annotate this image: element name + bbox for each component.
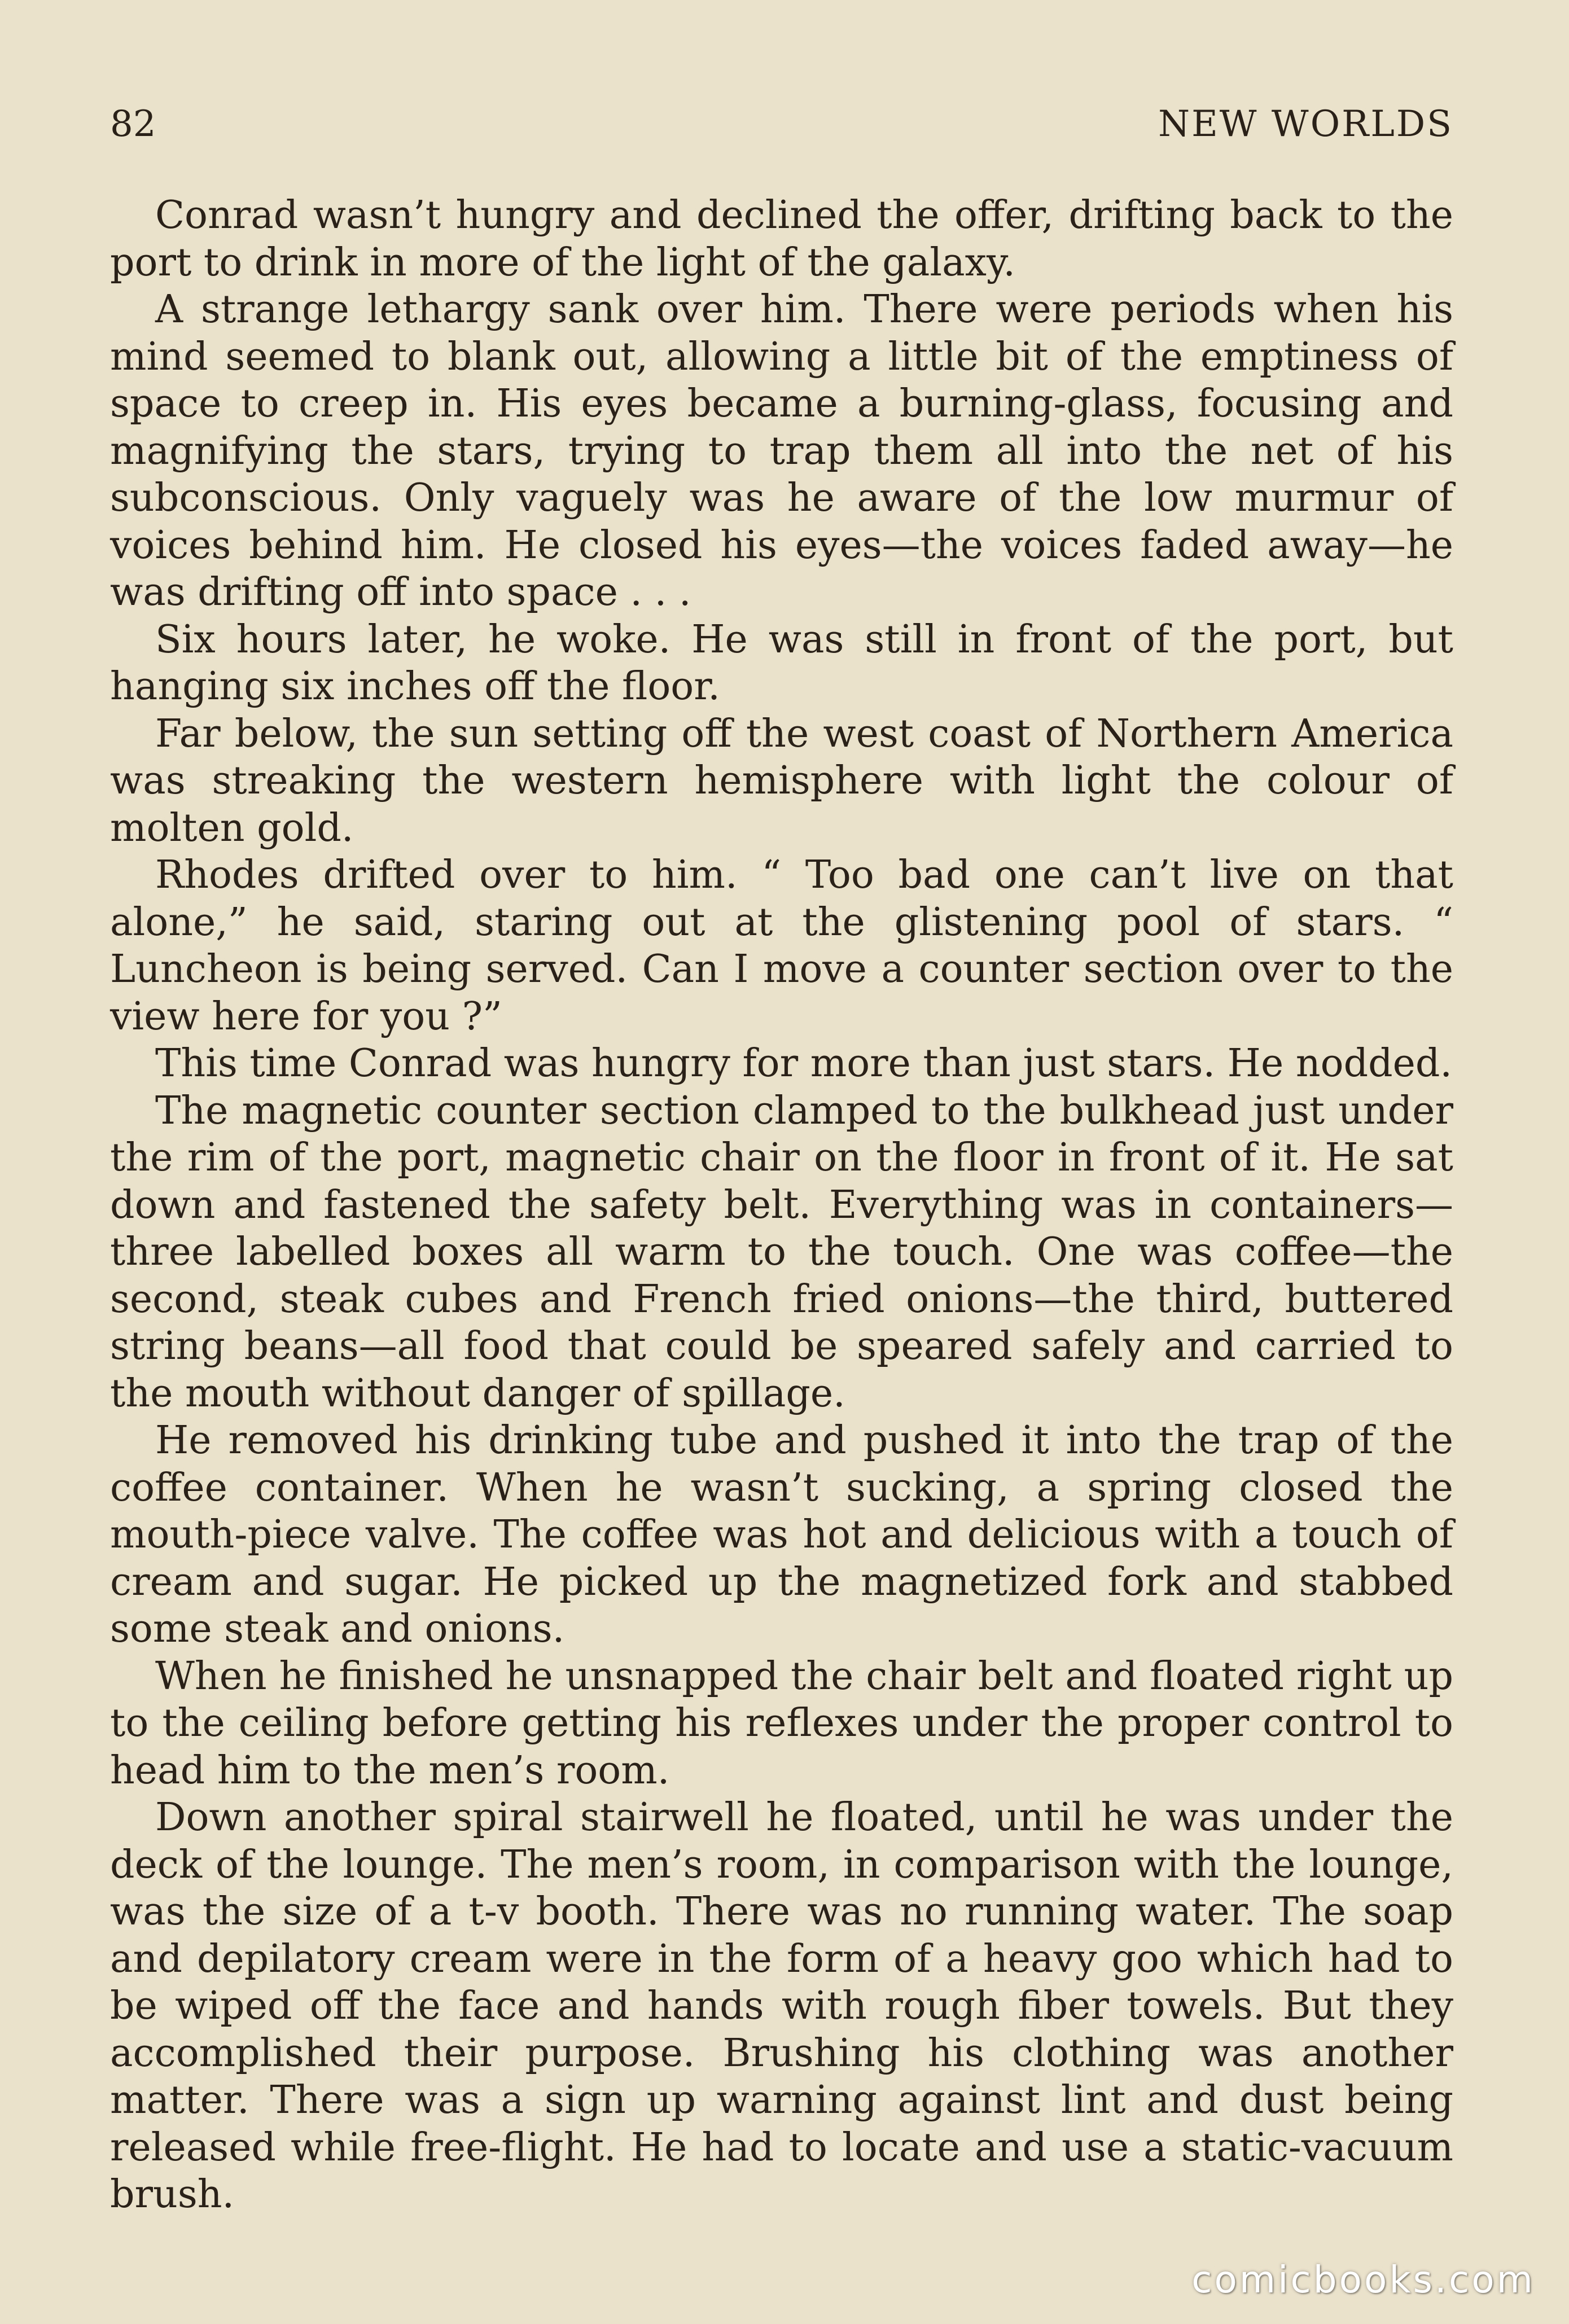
page-header (110, 102, 1453, 147)
paragraph: Rhodes drifted over to him. “ Too bad one can’t live on that alone,” he said, staring out at the glistening pool of stars. “ Luncheon is being served. Can I move a counter section over to the view here for you ?” (110, 853, 1453, 1039)
running-head: NEW WORLDS (1158, 103, 1453, 145)
paragraph: When he finished he unsnapped the chair belt and floated right up to the ceiling before getting his reflexes under the proper control to head him to the men’s room. (110, 1654, 1453, 1793)
paragraph: Six hours later, he woke. He was still in front of the port, but hanging six inches off the floor. (110, 617, 1453, 709)
paragraph: Down another spiral stairwell he floated, until he was under the deck of the lounge. The men’s room, in comparison with the lounge, was the size of a t-v booth. There was no running water. The soap and depilatory cream were in the form of a heavy goo which had to be wiped off the face and hands with rough fiber towels. But they accomplished their purpose. Brushing his clothing was another matter. There was a sign up warning against lint and dust being released while free-flight. He had to locate and use a static-vacuum brush. (110, 1795, 1453, 2217)
page-number: 82 (110, 103, 156, 145)
paragraph: Far below, the sun setting off the west coast of Northern America was streaking the western hemisphere with light the colour of molten gold. (110, 711, 1453, 850)
paragraph: A strange lethargy sank over him. There were periods when his mind seemed to blank out, allowing a little bit of the emptiness of space to creep in. His eyes became a burning-glass, focusing and magnifying the stars, trying to trap them all into the net of his subconscious. Only vaguely was he aware of the low murmur of voices behind him. He closed his eyes—the voices faded away—he was drifting off into space . . . (110, 287, 1453, 615)
body-text (110, 192, 1453, 2218)
paragraph: He removed his drinking tube and pushed it into the trap of the coffee container. When he wasn’t sucking, a spring closed the mouth-piece valve. The coffee was hot and delicious with a touch of cream and sugar. He picked up the magnetized fork and stabbed some steak and onions. (110, 1418, 1453, 1651)
paragraph: Conrad wasn’t hungry and declined the offer, drifting back to the port to drink in more of the light of the galaxy. (110, 193, 1453, 285)
paragraph: The magnetic counter section clamped to the bulkhead just under the rim of the port, magnetic chair on the floor in front of it. He sat down and fastened the safety belt. Everything was in containers—three labelled boxes all warm to the touch. One was coffee—the second, steak cubes and French fried onions—the third, buttered string beans—all food that could be speared safely and carried to the mouth without danger of spillage. (110, 1088, 1453, 1416)
watermark: comicbooks.com (1191, 2258, 1535, 2301)
paragraph: This time Conrad was hungry for more than just stars. He nodded. (155, 1041, 1453, 1086)
